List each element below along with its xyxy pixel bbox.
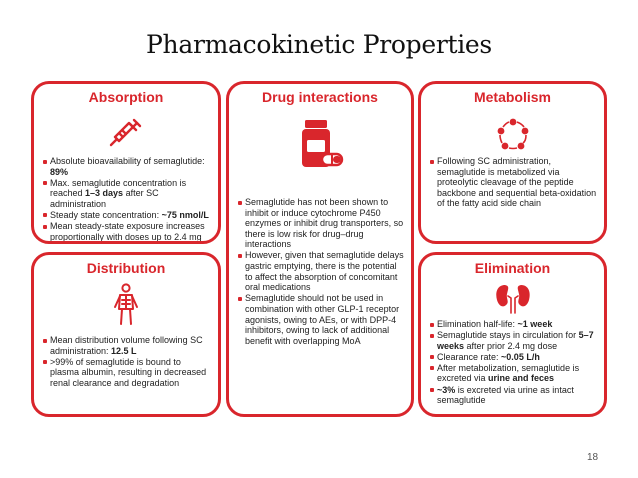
bullet-item: Mean steady-state exposure increases proportionally with doses up to 2.4 mg [42, 221, 212, 242]
panel-header: Metabolism [473, 89, 551, 105]
distribution-bullets [42, 335, 212, 389]
bullet-item: Following SC administration, semaglutide is metabolized via proteolytic cleavage of the peptide backbone and sequential beta-oxidation of the fatty acid side chain [429, 156, 598, 209]
bullet-item: However, given that semaglutide delays gastric emptying, there is the potential to affect the absorption of concomitant oral medications [237, 250, 405, 292]
bullet-item: Elimination half-life: ~1 week [429, 319, 598, 330]
bullet-item: Max. semaglutide concentration is reached 1–3 days after SC administration [42, 178, 212, 210]
cycle-icon [494, 116, 532, 154]
bullet-item: After metabolization, semaglutide is excreted via urine and feces [429, 363, 598, 384]
pill-bottle-icon [295, 118, 345, 172]
elimination-panel [418, 252, 607, 417]
bullet-item: ~3% is excreted via urine as intact semaglutide [429, 385, 598, 406]
drug-interactions-panel [226, 81, 414, 417]
elimination-bullets [429, 319, 598, 406]
metabolism-bullets [429, 156, 598, 209]
bullet-item: Semaglutide has not been shown to inhibit or induce cytochrome P450 enzymes or inhibit drug transporters, so there is low risk for drug–drug interactions [237, 197, 405, 250]
panel-header: Drug interactions [262, 89, 378, 105]
absorption-bullets [42, 156, 212, 243]
panel-header: Absorption [88, 89, 164, 105]
absorption-panel [31, 81, 221, 244]
drug-interactions-bullets [237, 197, 405, 347]
human-body-icon [109, 283, 143, 327]
bullet-item: >99% of semaglutide is bound to plasma albumin, resulting in decreased renal clearance and degradation [42, 357, 212, 389]
kidneys-icon [493, 283, 533, 315]
panel-header: Elimination [474, 260, 551, 276]
distribution-panel [31, 252, 221, 417]
bullet-item: Semaglutide should not be used in combination with other GLP-1 receptor agonists, owing to AEs, or with DPP-4 inhibitors, owing to lack of additional benefit with overlapping MoA [237, 293, 405, 346]
panel-header: Distribution [86, 260, 166, 276]
bullet-item: Absolute bioavailability of semaglutide: 89% [42, 156, 212, 177]
page-number: 18 [587, 452, 599, 463]
bullet-item: Mean distribution volume following SC administration: 12.5 L [42, 335, 212, 356]
bullet-item: Clearance rate: ~0.05 L/h [429, 352, 598, 363]
metabolism-panel [418, 81, 607, 244]
syringe-icon [106, 114, 146, 154]
slide-title: Pharmacokinetic Properties [146, 30, 492, 59]
bullet-item: Semaglutide stays in circulation for 5–7 weeks after prior 2.4 mg dose [429, 330, 598, 351]
bullet-item: Steady state concentration: ~75 nmol/L [42, 210, 212, 221]
